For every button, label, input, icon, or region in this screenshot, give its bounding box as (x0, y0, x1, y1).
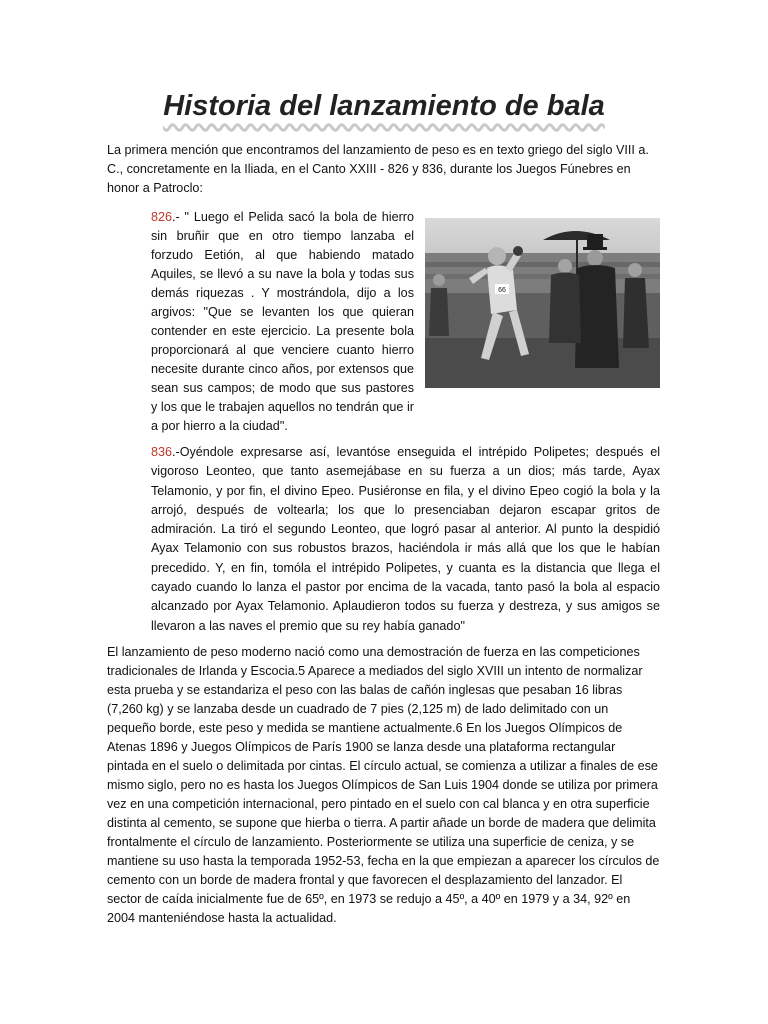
page-title: Historia del lanzamiento de bala (163, 90, 605, 122)
intro-paragraph: La primera mención que encontramos del lanzamiento de peso es en texto griego del siglo VIII a. C., concretamente en la Iliada, en el Canto XXIII - 826 y 836, durante los Juegos Fúnebres en honor a Patroclo: (107, 143, 649, 195)
quote-836-text: .-Oyéndole expresarse así, levantóse enseguida el intrépido Polipetes; después el vigoroso Leonteo, que tanto asemejábase en su fuerza a un dios; más tarde, Ayax Telamonio, y por fin, el divino Epeo. Pusiéronse en fila, y el divino Epeo cogió la bola y la arrojó, después de voltearla; los que lo presenciaban dejaron escapar gritos de admiración. La tiró el segundo Leonteo, que logró pasar al anterior. Al punto la despidió Ayax Telamonio con sus robustos brazos, haciéndola ir más allá que los que le habían precedido. Y, en fin, tomóla el intrépido Polipetes, y cuanta es la distancia que llega el cayado cuando lo lanza el pastor por encima de la vacada, tanto pasó la bola al espacio alcanzado por Ayax Telamonio. Aplaudieron todos su fuerza y destreza, y sus amigos se llevaron a las naves el premio que su rey había ganado" (151, 445, 660, 633)
shot-put-photo (425, 218, 660, 388)
athlete-bib-number: 66 (498, 287, 506, 294)
history-paragraph: El lanzamiento de peso moderno nació como una demostración de fuerza en las competiciones tradicionales de Irlanda y Escocia.5 Aparece a mediados del siglo XVIII un intento de normalizar esta prueba y se estandariza el peso con las balas de cañón inglesas que pesaban 16 libras (7,260 kg) y se lanzaba desde un cuadrado de 7 pies (2,125 m) de lado delimitado con un pequeño borde, este peso y medida se mantiene actualmente.6 En los Juegos Olímpicos de Atenas 1896 y Juegos Olímpicos de París 1900 se lanza desde una plataforma rectangular pintada en el suelo o delimitada por cintas. El círculo actual, se comienza a utilizar a finales de ese mismo siglo, pero no es hasta los Juegos Olímpicos de San Luis 1904 donde se utiliza por primera vez en una competición internacional, pero pintado en el suelo con cal blanca y en otra superficie distinta al cemento, se supone que hierba o tierra. A partir añade un borde de madera que delimita frontalmente el círculo de lanzamiento. Posteriormente se utiliza una superficie de ceniza, y se mantiene su uso hasta la temporada 1952-53, fecha en la que empiezan a aparecer los círculos de cemento con un borde de madera frontal y que favorecen el desplazamiento del lanzador. El sector de caída inicialmente fue de 65º, en 1973 se redujo a 45º, a 40º en 1979 y a 34, 92º en 2004 manteniéndose hasta la actualidad. (107, 645, 660, 925)
verse-number-826: 826 (151, 210, 173, 224)
quote-826-text: .- " Luego el Pelida sacó la bola de hierro sin bruñir que en otro tiempo lanzaba el forzudo Eetión, al que habiendo matado Aquiles, se llevó a su nave la bola y todas sus demás riquezas . Y mostrándola, dijo a los argivos: "Que se levanten los que quieran contender en este ejercicio. La presente bola proporcionará al que venciere cuanto hierro necesite durante cinco años, por extensos que sean sus campos; de modo que sus pastores y los que le trabajen aquellos no tendrán que ir a por hierro a la ciudad". (151, 210, 414, 433)
athlete-photo-illustration (425, 218, 660, 388)
quote-836 (151, 443, 660, 636)
verse-number-836: 836 (151, 445, 173, 459)
quote-826 (151, 208, 414, 436)
